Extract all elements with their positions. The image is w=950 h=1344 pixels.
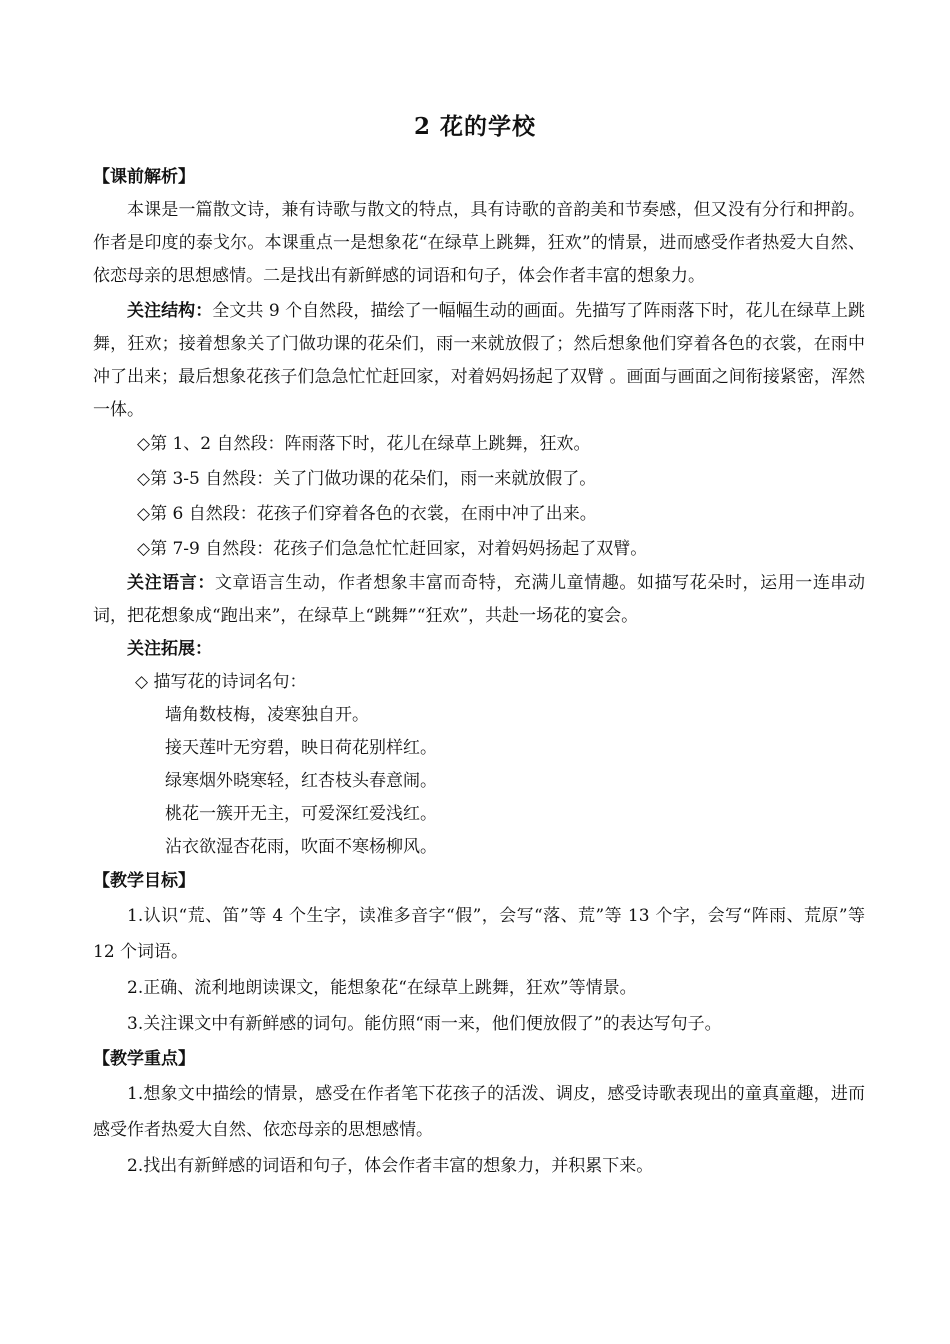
section-heading-analysis: 【课前解析】 — [93, 167, 195, 187]
focus-item: 2.找出有新鲜感的词语和句子，体会作者丰富的想象力，并积累下来。 — [127, 1156, 654, 1176]
paragraph-summary-item: ◇第 1、2 自然段：阵雨落下时，花儿在绿草上跳舞，狂欢。 — [137, 434, 591, 454]
paragraph-summary-item: ◇第 3-5 自然段：关了门做功课的花朵们，雨一来就放假了。 — [137, 469, 597, 489]
structure-paragraph — [93, 295, 865, 427]
language-paragraph — [93, 567, 865, 633]
poem-line: 桃花一簇开无主，可爱深红爱浅红。 — [165, 804, 437, 824]
page-title: 2 花的学校 — [413, 113, 536, 140]
poem-line: 墙角数枝梅，凌寒独自开。 — [165, 705, 369, 725]
section-heading-focus: 【教学重点】 — [93, 1049, 195, 1069]
language-label: 关注语言： — [127, 573, 215, 593]
paragraph-summary-item: ◇第 7-9 自然段：花孩子们急急忙忙赶回家，对着妈妈扬起了双臂。 — [137, 539, 648, 559]
goal-item: 1.认识“荒、笛”等 4 个生字，读准多音字“假”，会写“落、荒”等 13 个字，会写“阵雨、荒原”等 12 个词语。 — [93, 906, 865, 962]
document-body — [93, 160, 865, 1184]
section-heading-goals: 【教学目标】 — [93, 871, 195, 891]
extension-label: 关注拓展： — [127, 639, 212, 659]
focus-item: 1.想象文中描绘的情景，感受在作者笔下花孩子的活泼、调皮，感受诗歌表现出的童真童趣，进而感受作者热爱大自然、依恋母亲的思想感情。 — [93, 1084, 865, 1140]
poem-line: 沾衣欲湿杏花雨，吹面不寒杨柳风。 — [165, 837, 437, 857]
poem-line: 绿寒烟外晓寒轻，红杏枝头春意闹。 — [165, 771, 437, 791]
analysis-intro: 本课是一篇散文诗，兼有诗歌与散文的特点，具有诗歌的音韵美和节奏感，但又没有分行和押韵。作者是印度的泰戈尔。本课重点一是想象花“在绿草上跳舞，狂欢”的情景，进而感受作者热爱大自然、依恋母亲的思想感情。二是找出有新鲜感的词语和句子，体会作者丰富的想象力。 — [93, 200, 865, 286]
structure-text: 全文共 9 个自然段，描绘了一幅幅生动的画面。先描写了阵雨落下时，花儿在绿草上跳舞，狂欢；接着想象关了门做功课的花朵们，雨一来就放假了；然后想象他们穿着各色的衣裳，在雨中冲了出来；最后想象花孩子们急急忙忙赶回家，对着妈妈扬起了双臂 。画面与画面之间衔接紧密，浑然一体。 — [93, 301, 866, 420]
extension-item: ◇ 描写花的诗词名句： — [135, 672, 307, 692]
structure-label: 关注结构： — [127, 301, 213, 321]
goal-item: 2.正确、流利地朗读课文，能想象花“在绿草上跳舞，狂欢”等情景。 — [127, 978, 637, 998]
goal-item: 3.关注课文中有新鲜感的词句。能仿照“雨一来，他们便放假了”的表达写句子。 — [127, 1014, 722, 1034]
poem-line: 接天莲叶无穷碧，映日荷花别样红。 — [165, 738, 437, 758]
language-text: 文章语言生动，作者想象丰富而奇特，充满儿童情趣。如描写花朵时，运用一连串动词，把花想象成“跑出来”，在绿草上“跳舞”“狂欢”，共赴一场花的宴会。 — [93, 573, 866, 626]
paragraph-summary-item: ◇第 6 自然段：花孩子们穿着各色的衣裳，在雨中冲了出来。 — [137, 504, 597, 524]
